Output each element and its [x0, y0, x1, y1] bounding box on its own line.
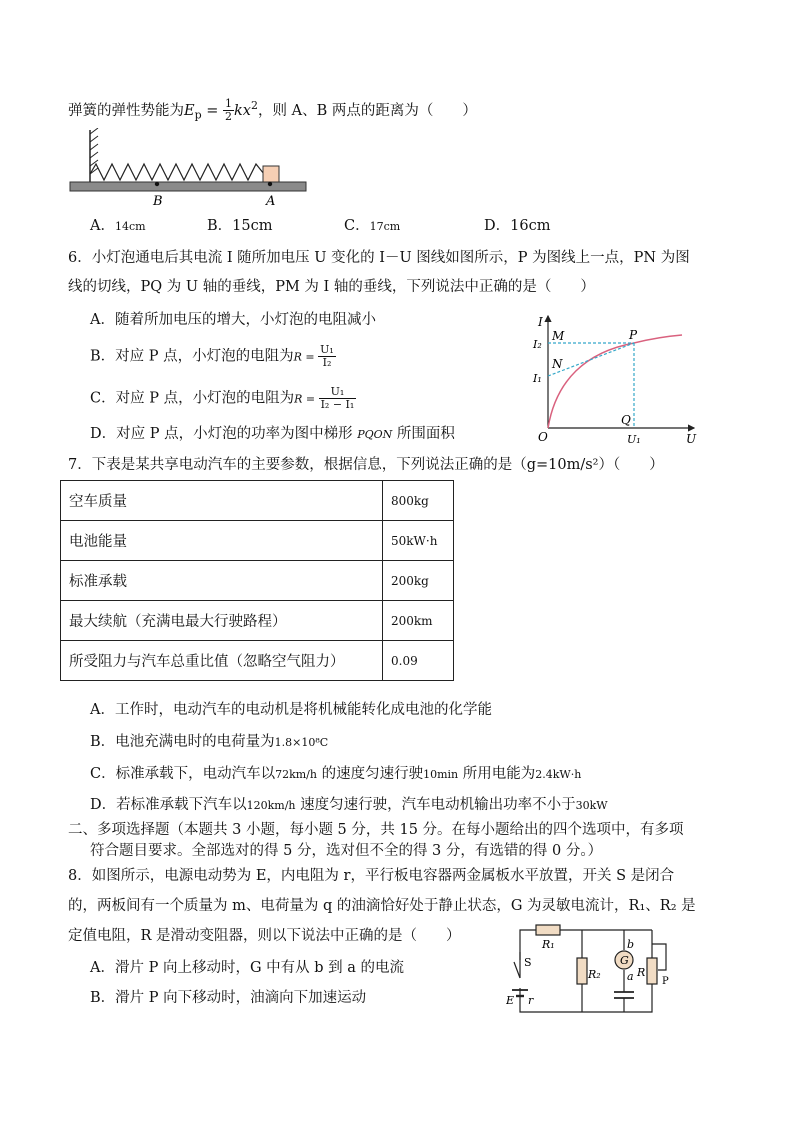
q5-stem-suffix: ，则 A、B 两点的距离为（ ） [257, 102, 477, 119]
table-cell-key: 电池能量 [61, 521, 383, 561]
q5-stem-prefix: 弹簧的弹性势能为 [68, 102, 184, 119]
q8-stem-line1: 8．如图所示，电源电动势为 E，内电阻为 r，平行板电容器两金属板水平放置，开关 S 是闭合 [68, 868, 675, 884]
q5-option-d-letter: D． [484, 218, 511, 234]
q8-option-b[interactable]: B．滑片 P 向下移动时，油滴向下加速运动 [90, 990, 367, 1006]
q8-resistor-r1 [536, 925, 560, 935]
q7-option-b-prefix: B．电池充满电时的电荷量为 [90, 734, 275, 750]
table-cell-value: 200km [383, 601, 454, 641]
table-cell-key: 最大续航（充满电最大行驶路程） [61, 601, 383, 641]
q6-option-b[interactable] [90, 344, 336, 369]
q8-stem-line3: 定值电阻，R 是滑动变阻器，则以下说法中正确的是（ ） [68, 928, 461, 944]
table-cell-value: 800kg [383, 481, 454, 521]
q8-label-r2: R₂ [588, 968, 601, 981]
q8-rheostat-r [647, 958, 657, 984]
q5-option-c-value: 17cm [369, 220, 401, 233]
q6-option-b-den: I₂ [322, 356, 332, 369]
q5-formula-fraction [223, 98, 234, 123]
q7-option-d-speed: 120km/h [246, 799, 296, 812]
q6-option-b-fraction [318, 344, 336, 369]
q6-stem-line1: 6．小灯泡通电后其电流 I 随所加电压 U 变化的 I－U 图线如图所示，P 为图线上一点，PN 为图 [68, 250, 690, 266]
q7-option-c-prefix: C．标准承载下，电动汽车以 [90, 766, 276, 782]
q5-option-a-value: 14cm [114, 220, 146, 233]
q6-option-c-den: I₂ − I₁ [320, 398, 355, 411]
q6-option-c-fraction [319, 386, 357, 411]
q7-option-d[interactable] [90, 795, 608, 816]
q8-switch-s [514, 962, 520, 978]
q5-formula-num: 1 [225, 97, 233, 111]
table-row [61, 601, 454, 641]
q8-label-internal-r: r [528, 994, 534, 1007]
table-cell-value: 50kW·h [383, 521, 454, 561]
q8-label-s: S [524, 956, 532, 969]
q5-option-d[interactable] [484, 216, 550, 236]
q6-label-q: Q [621, 413, 631, 427]
q8-stem-line2: 的，两板间有一个质量为 m、电荷量为 q 的油滴恰好处于静止状态，G 为灵敏电流计，R₁、R₂ 是 [68, 898, 696, 914]
q6-option-b-prefix: B．对应 P 点，小灯泡的电阻为 [90, 348, 294, 365]
table-cell-key: 空车质量 [61, 481, 383, 521]
q6-option-d-prefix: D．对应 P 点，小灯泡的功率为图中梯形 [90, 426, 358, 442]
table-row [61, 521, 454, 561]
q6-label-origin: O [538, 430, 548, 444]
q8-label-r: R [637, 966, 646, 979]
q5-formula-den: 2 [225, 110, 233, 124]
table-cell-value: 200kg [383, 561, 454, 601]
q8-label-a: a [627, 970, 634, 983]
q8-label-b: b [627, 938, 635, 951]
q5-option-b-letter: B． [207, 218, 233, 234]
q7-option-c-energy: 2.4kW·h [535, 768, 582, 781]
q7-spec-table [60, 480, 454, 681]
q6-option-d-suffix: 所围面积 [392, 426, 455, 442]
q5-point-a [268, 182, 272, 186]
q5-option-a-letter: A． [90, 218, 115, 234]
q8-wire-left-top [520, 930, 536, 978]
table-row [61, 481, 454, 521]
q7-option-d-power: 30kW [575, 799, 608, 812]
q5-formula-sub: p [194, 108, 202, 122]
q8-resistor-r2 [577, 958, 587, 984]
q7-option-d-prefix: D．若标准承载下汽车以 [90, 797, 247, 813]
q6-option-b-num: U₁ [320, 343, 334, 356]
q5-formula-rhs: kx [234, 102, 251, 119]
q5-formula-lhs: E [184, 102, 195, 119]
q6-label-axis-u: U [686, 432, 697, 446]
q6-iu-graph [530, 310, 702, 450]
q7-option-d-mid: 速度匀速行驶，汽车电动机输出功率不小于 [295, 797, 576, 813]
q5-option-c[interactable] [344, 216, 400, 237]
q5-spring-figure [68, 128, 313, 208]
table-cell-key: 标准承载 [61, 561, 383, 601]
q5-option-b-value: 15cm [232, 218, 273, 234]
q7-option-b-value: 1.8×10⁸C [274, 736, 329, 749]
q5-formula-eq: = [201, 102, 224, 119]
q7-option-c-speed: 72km/h [275, 768, 317, 781]
q7-option-c[interactable] [90, 764, 581, 785]
table-cell-key: 所受阻力与汽车总重比值（忽略空气阻力） [61, 641, 383, 681]
q8-label-p: P [662, 976, 669, 987]
q5-formula-sup: 2 [250, 99, 258, 112]
q7-option-b[interactable] [90, 732, 328, 753]
q6-label-m: M [552, 329, 565, 343]
section2-heading-line2: 符合题目要求。全部选对的得 5 分，选对但不全的得 3 分，有选错的得 0 分。） [90, 843, 603, 859]
q6-option-d[interactable] [90, 424, 455, 445]
q6-label-n: N [552, 357, 563, 371]
q7-stem: 7．下表是某共享电动汽车的主要参数，根据信息，下列说法正确的是（g=10m/s²）（ ） [68, 457, 664, 473]
q5-label-a: A [266, 194, 276, 208]
q7-option-c-time: 10min [423, 768, 459, 781]
q6-label-axis-i: I [538, 315, 543, 329]
q6-label-p: P [629, 328, 638, 342]
table-row [61, 561, 454, 601]
q6-option-c-prefix: C．对应 P 点，小灯泡的电阻为 [90, 390, 295, 407]
q5-option-c-letter: C． [344, 218, 370, 234]
q6-option-c[interactable] [90, 386, 356, 411]
q5-spring [90, 164, 264, 180]
q6-option-b-lhs: R = [293, 350, 319, 364]
q6-label-i1: I₁ [533, 372, 542, 385]
q6-option-d-shape: PQON [357, 428, 393, 441]
q5-point-b [155, 182, 159, 186]
q6-option-c-num: U₁ [319, 386, 357, 399]
q6-label-i2: I₂ [533, 338, 542, 351]
q5-option-b[interactable] [207, 216, 272, 236]
q6-iu-curve [548, 335, 682, 428]
q8-label-g: G [620, 954, 629, 967]
q8-label-e: E [506, 994, 515, 1007]
q5-option-d-value: 16cm [510, 218, 551, 234]
q6-option-c-lhs: R = [294, 392, 319, 406]
q8-option-a[interactable]: A．滑片 P 向上移动时，G 中有从 b 到 a 的电流 [90, 960, 404, 976]
q7-option-c-mid: 的速度匀速行驶 [316, 766, 424, 782]
q7-option-c-mid2: 所用电能为 [458, 766, 536, 782]
q6-stem-line2: 线的切线，PQ 为 U 轴的垂线，PM 为 I 轴的垂线，下列说法中正确的是（ ） [68, 279, 595, 295]
q5-block [263, 166, 279, 182]
q8-label-r1: R₁ [542, 938, 555, 951]
q7-option-a[interactable]: A．工作时，电动汽车的电动机是将机械能转化成电池的化学能 [90, 702, 492, 718]
section2-heading-line1: 二、多项选择题（本题共 3 小题，每小题 5 分，共 15 分。在每小题给出的四个选项中，有多项 [68, 822, 684, 838]
q5-option-a[interactable] [90, 216, 146, 237]
q5-label-b: B [153, 194, 163, 208]
table-cell-value: 0.09 [383, 641, 454, 681]
q6-option-a[interactable]: A．随着所加电压的增大，小灯泡的电阻减小 [90, 312, 376, 328]
q5-stem [68, 96, 477, 126]
q8-circuit-diagram [506, 918, 696, 1018]
table-row [61, 641, 454, 681]
q6-label-u1: U₁ [627, 433, 641, 446]
